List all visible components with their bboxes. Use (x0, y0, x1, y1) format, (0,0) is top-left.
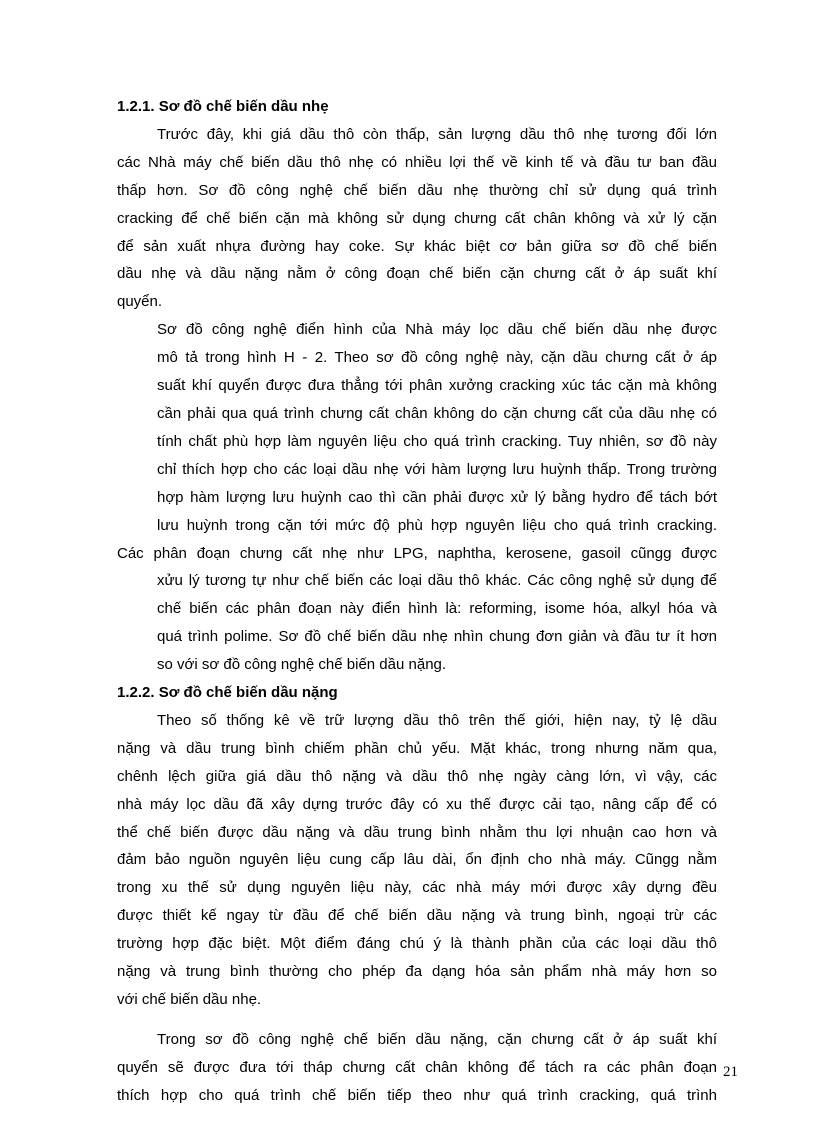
text-line: để sản xuất nhựa đường hay coke. Sự khác biệt cơ bản giữa sơ đồ chế biến (117, 237, 717, 255)
text-line: hợp hàm lượng lưu huỳnh cao thì cần phải được xử lý bằng hydro để tách bớt (157, 488, 717, 506)
text-line: chênh lệch giữa giá dầu thô nặng và dầu thô nhẹ ngày càng lớn, vì vậy, các (117, 767, 717, 785)
text-line: dầu nhẹ và dầu nặng nằm ở công đoạn chế biến cặn chưng cất ở áp suất khí (117, 265, 717, 283)
text-line: được thiết kế ngay từ đầu để chế biến dầu nặng và trung bình, ngoại trừ các (117, 907, 717, 925)
text-line: quá trình polime. Sơ đồ chế biến dầu nhẹ nhìn chung đơn giản và đầu tư ít hơn (157, 628, 717, 646)
text-line: nhà máy lọc dầu đã xây dựng trước đây có xu thế được cải tạo, nâng cấp để có (117, 795, 717, 813)
text-line: thấp hơn. Sơ đồ công nghệ chế biến dầu nhẹ thường chỉ sử dụng quá trình (117, 181, 717, 199)
text-line: nặng và dầu trung bình chiếm phần chủ yếu. Mặt khác, trong nhưng năm qua, (117, 739, 717, 757)
text-line: mô tả trong hình H - 2. Theo sơ đồ công nghệ này, cặn dầu chưng cất ở áp (157, 349, 717, 367)
text-line: cần phải qua quá trình chưng cất chân không do cặn chưng cất của dầu nhẹ có (157, 404, 717, 422)
text-line: với chế biến dầu nhẹ. (117, 991, 262, 1008)
text-line: Theo số thống kê về trữ lượng dầu thô trên thế giới, hiện nay, tỷ lệ dầu (157, 711, 717, 729)
section-heading-1-2-2: 1.2.2. Sơ đồ chế biến dầu nặng (117, 684, 338, 702)
text-line: trong xu thế sử dụng nguyên liệu này, các nhà máy mới được xây dựng đều (117, 879, 717, 897)
text-line: các Nhà máy chế biến dầu thô nhẹ có nhiều lợi thế về kinh tế và đầu tư ban đầu (117, 153, 717, 171)
text-line: thể chế biến được dầu nặng và dầu trung bình nhằm thu lợi nhuận cao hơn và (117, 823, 717, 841)
text-line: Trước đây, khi giá dầu thô còn thấp, sản lượng dầu thô nhẹ tương đối lớn (157, 125, 717, 143)
text-line: thích hợp cho quá trình chế biến tiếp theo như quá trình cracking, quá trình (117, 1086, 717, 1104)
text-line: Sơ đồ công nghệ điển hình của Nhà máy lọc dầu chế biến dầu nhẹ được (157, 321, 717, 339)
text-line: lưu huỳnh trong cặn tới mức độ phù hợp nguyên liệu cho quá trình cracking. (157, 516, 717, 534)
text-line: so với sơ đồ công nghệ chế biến dầu nặng. (157, 656, 447, 674)
page-number: 21 (723, 1064, 738, 1080)
page-content (117, 93, 717, 1110)
text-line: cracking để chế biến cặn mà không sử dụng chưng cất chân không và xử lý cặn (117, 209, 717, 227)
text-line: xửu lý tương tự như chế biến các loại dầu thô khác. Các công nghệ sử dụng để (157, 572, 717, 590)
text-line: quyển sẽ được đưa tới tháp chưng cất chân không để tách ra các phân đoạn (117, 1058, 717, 1076)
text-line: chế biến các phân đoạn này điển hình là: reforming, isome hóa, alkyl hóa và (157, 600, 717, 618)
text-line: nặng và trung bình thường cho phép đa dạng hóa sản phẩm nhà máy hơn so (117, 963, 717, 981)
paragraph-2 (117, 316, 717, 679)
text-line: chỉ thích hợp cho các loại dầu nhẹ với hàm lượng lưu huỳnh thấp. Trong trường (157, 460, 717, 478)
paragraph-1 (117, 121, 717, 316)
text-line: trường hợp đặc biệt. Một điểm đáng chú ý là thành phần của các loại dầu thô (117, 935, 717, 953)
text-line: tính chất phù hợp làm nguyên liệu cho quá trình cracking. Tuy nhiên, sơ đồ này (157, 432, 717, 450)
paragraph-4 (117, 1026, 717, 1110)
text-line: Các phân đoạn chưng cất nhẹ như LPG, naphtha, kerosene, gasoil cũngg được (117, 544, 717, 562)
text-line: quyển. (117, 293, 163, 311)
text-line: suất khí quyển được đưa thẳng tới phân xưởng cracking xúc tác cặn mà không (157, 377, 717, 395)
text-line: đảm bảo nguồn nguyên liệu cung cấp lâu dài, ổn định cho nhà máy. Cũngg nằm (117, 851, 717, 869)
text-line: Trong sơ đồ công nghệ chế biến dầu nặng, cặn chưng cất ở áp suất khí (157, 1030, 717, 1048)
paragraph-3 (117, 707, 717, 1014)
section-heading-1-2-1: 1.2.1. Sơ đồ chế biến dầu nhẹ (117, 98, 329, 115)
